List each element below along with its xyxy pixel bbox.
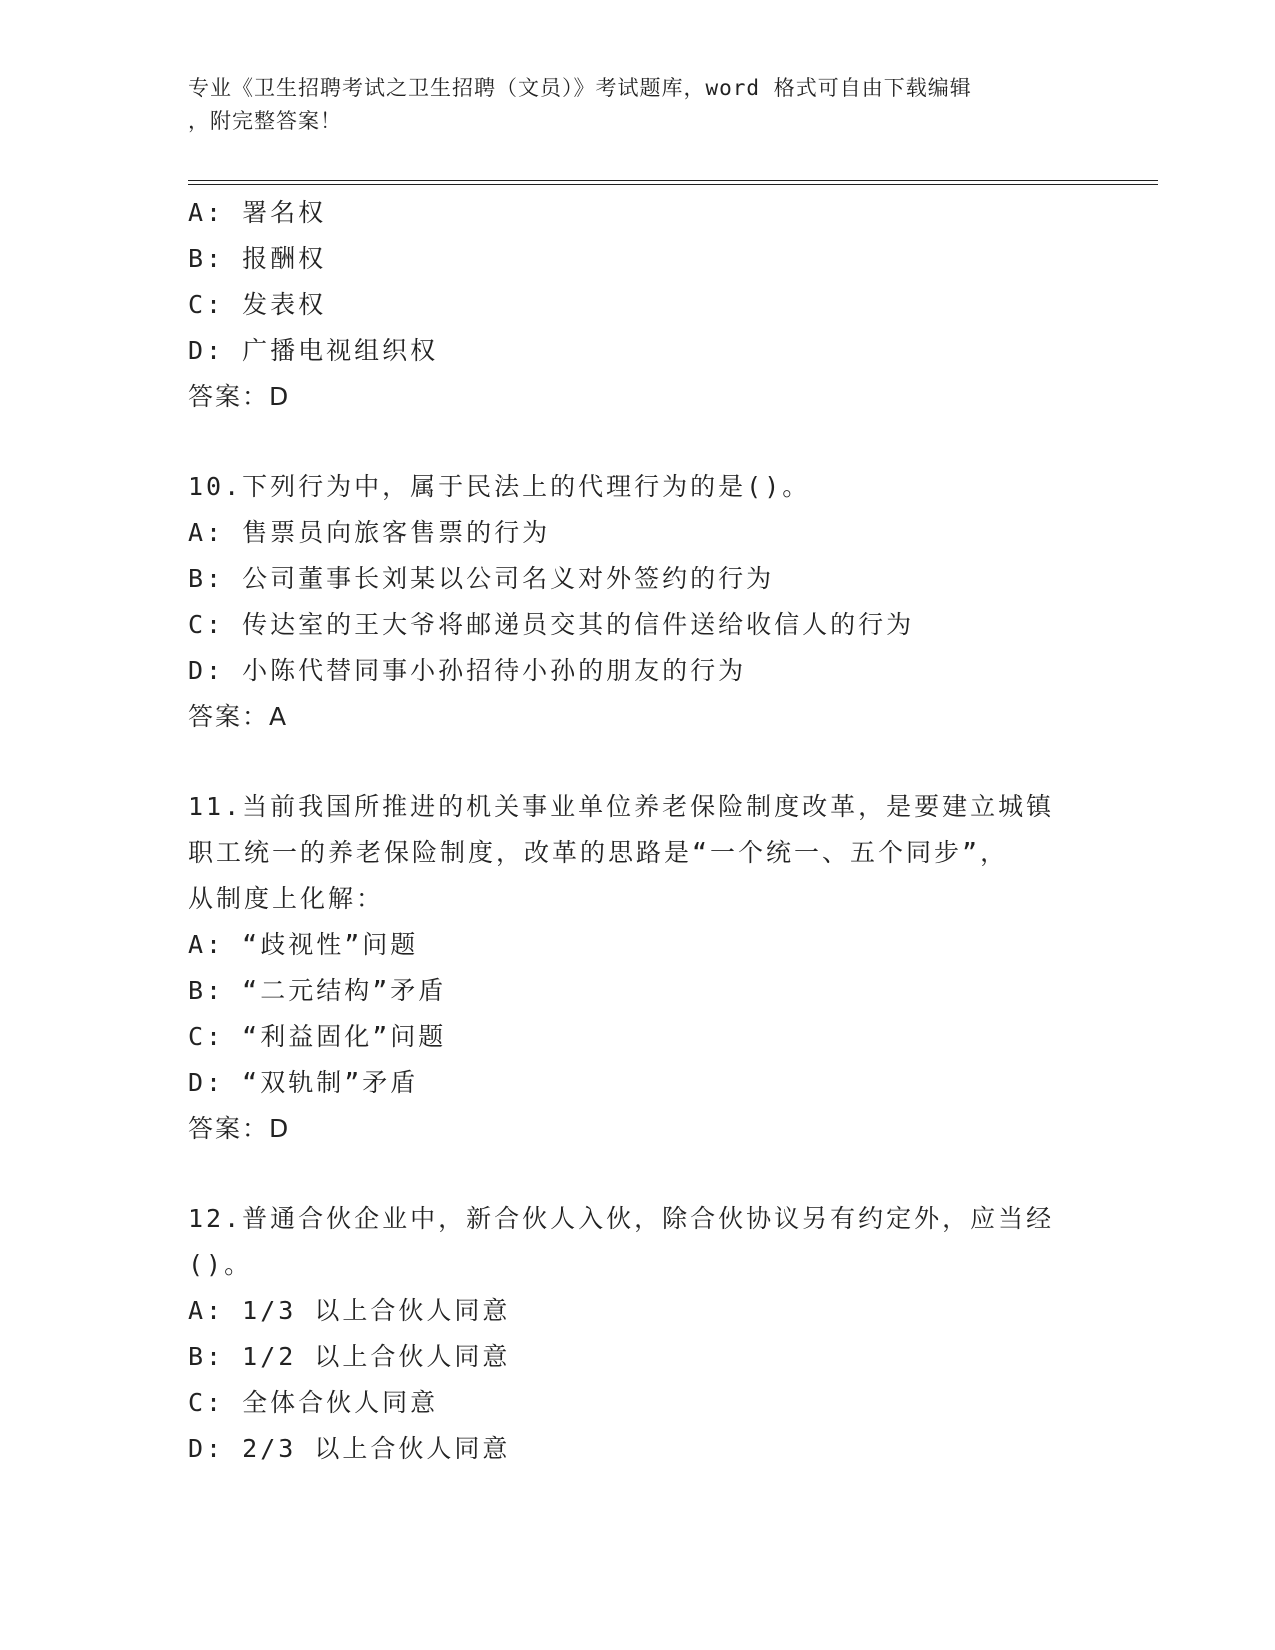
option-a: A: “歧视性”问题 [188, 930, 419, 959]
option-c: C: “利益固化”问题 [188, 1022, 447, 1051]
question-12 [188, 1196, 1088, 1472]
header-line-2: ，附完整答案！ [188, 109, 342, 133]
option-a: A: 售票员向旅客售票的行为 [188, 518, 551, 547]
question-stem: 11.当前我国所推进的机关事业单位养老保险制度改革，是要建立城镇 [188, 792, 1055, 821]
question-stem: ()。 [188, 1250, 253, 1279]
answer: 答案：D [188, 382, 291, 411]
header-divider-bottom [188, 184, 1158, 185]
option-d: D: 广播电视组织权 [188, 336, 439, 365]
document-header [188, 72, 1088, 138]
question-10 [188, 464, 1088, 740]
option-b: B: 1/2 以上合伙人同意 [188, 1342, 511, 1371]
question-stem: 10.下列行为中，属于民法上的代理行为的是()。 [188, 472, 811, 501]
option-a: A: 署名权 [188, 198, 327, 227]
question-9 [188, 190, 1088, 420]
option-c: C: 全体合伙人同意 [188, 1388, 439, 1417]
question-stem: 职工统一的养老保险制度，改革的思路是“一个统一、五个同步”， [188, 838, 1009, 867]
option-d: D: 小陈代替同事小孙招待小孙的朋友的行为 [188, 656, 747, 685]
option-d: D: 2/3 以上合伙人同意 [188, 1434, 511, 1463]
option-b: B: 报酬权 [188, 244, 327, 273]
option-c: C: 发表权 [188, 290, 327, 319]
option-a: A: 1/3 以上合伙人同意 [188, 1296, 511, 1325]
option-b: B: “二元结构”矛盾 [188, 976, 447, 1005]
answer: 答案：A [188, 702, 289, 731]
question-list [188, 190, 1088, 1472]
option-c: C: 传达室的王大爷将邮递员交其的信件送给收信人的行为 [188, 610, 915, 639]
option-b: B: 公司董事长刘某以公司名义对外签约的行为 [188, 564, 775, 593]
option-d: D: “双轨制”矛盾 [188, 1068, 419, 1097]
question-11 [188, 784, 1088, 1152]
header-line-1: 专业《卫生招聘考试之卫生招聘（文员）》考试题库，word 格式可自由下载编辑 [188, 76, 972, 100]
question-stem: 12.普通合伙企业中，新合伙人入伙，除合伙协议另有约定外，应当经 [188, 1204, 1055, 1233]
answer: 答案：D [188, 1114, 291, 1143]
header-divider-top [188, 180, 1158, 181]
question-stem: 从制度上化解： [188, 884, 385, 913]
